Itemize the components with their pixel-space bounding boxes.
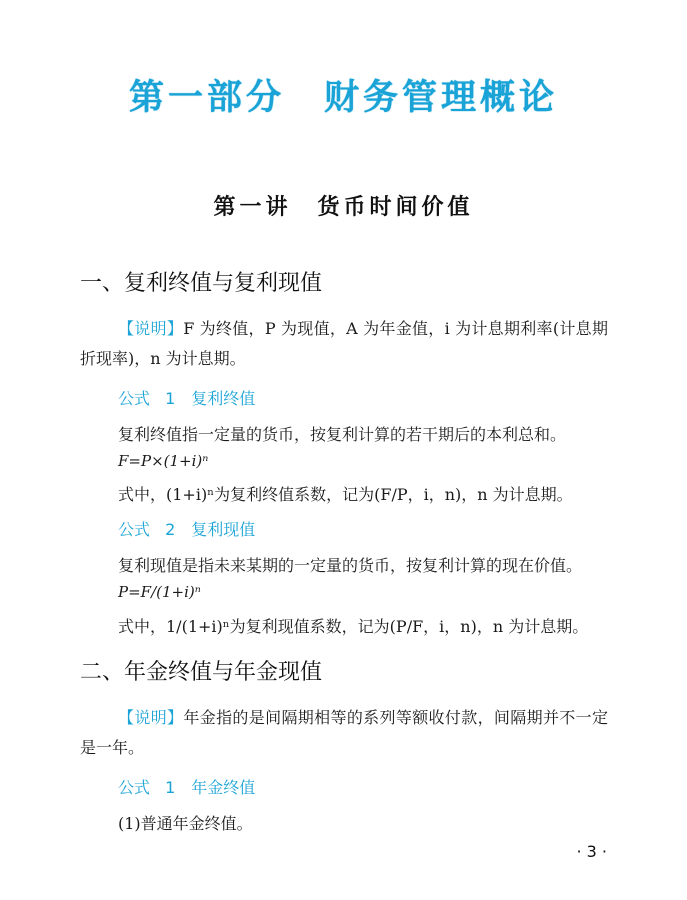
note-text: F 为终值，P 为现值，A 为年金值，i 为计息期利率(计息期折现率)，n 为计息期。 [80, 319, 608, 368]
note-tag: 【说明】 [118, 319, 184, 338]
formula2-note: 式中，1/(1+i)ⁿ为复利现值系数，记为(P/F，i，n)，n 为计息期。 [118, 617, 589, 636]
note-text: 年金指的是间隔期相等的系列等额收付款，间隔期并不一定是一年。 [80, 708, 608, 757]
formula2-description: 复利现值是指未来某期的一定量的货币，按复利计算的现在价值。 [118, 556, 583, 575]
page-number: · 3 · [576, 842, 607, 861]
formula2-expression: P=F/(1+i)ⁿ [118, 583, 201, 601]
formula1-note: 式中，(1+i)ⁿ为复利终值系数，记为(F/P，i，n)，n 为计息期。 [118, 485, 573, 504]
section-heading-compound-interest: 一、复利终值与复利现值 [80, 271, 323, 296]
part-title: 第一部分 财务管理概论 [128, 78, 558, 118]
section-heading-annuity: 二、年金终值与年金现值 [80, 660, 323, 685]
formula1-expression: F=P×(1+i)ⁿ [118, 452, 209, 470]
annuity-item-1: (1)普通年金终值。 [118, 814, 253, 833]
formula-label-compound-future-value: 公式 1 复利终值 [118, 389, 256, 408]
formula1-description: 复利终值指一定量的货币，按复利计算的若干期后的本利总和。 [118, 425, 567, 444]
formula-label-annuity-future-value: 公式 1 年金终值 [118, 778, 256, 797]
section1-note [80, 314, 608, 374]
formula-label-compound-present-value: 公式 2 复利现值 [118, 520, 256, 539]
section2-note [80, 703, 608, 763]
lecture-title: 第一讲 货币时间价值 [213, 195, 474, 220]
note-tag: 【说明】 [118, 708, 184, 727]
